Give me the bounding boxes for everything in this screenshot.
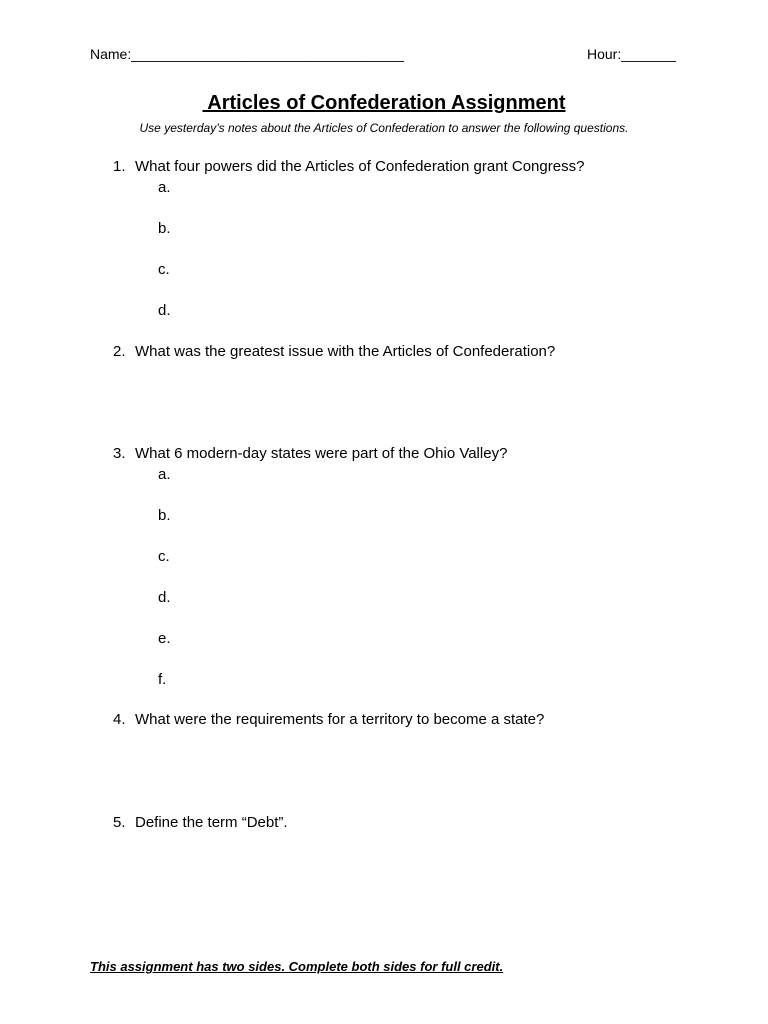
question-number: 2. [113, 343, 126, 360]
question-number: 4. [113, 711, 126, 728]
hour-field: Hour:_______ [587, 46, 676, 62]
footer-note: This assignment has two sides. Complete both sides for full credit. [90, 959, 504, 974]
answer-label: c. [158, 548, 170, 565]
question-number: 5. [113, 814, 126, 831]
answer-label: b. [158, 507, 171, 524]
question-number: 1. [113, 158, 126, 175]
question-text: What 6 modern-day states were part of the Ohio Valley? [135, 445, 508, 462]
answer-label: a. [158, 179, 171, 196]
answer-label: d. [158, 589, 171, 606]
answer-label: c. [158, 261, 170, 278]
question-text: What was the greatest issue with the Articles of Confederation? [135, 343, 556, 360]
page-title: Articles of Confederation Assignment [202, 92, 566, 114]
instructions: Use yesterday’s notes about the Articles of Confederation to answer the following questions. [139, 121, 629, 135]
answer-label: a. [158, 466, 171, 483]
answer-label: b. [158, 220, 171, 237]
question-text: Define the term “Debt”. [135, 814, 288, 831]
name-field: Name:___________________________________ [90, 46, 404, 62]
answer-label: f. [158, 671, 167, 688]
answer-label: e. [158, 630, 171, 647]
question-text: What four powers did the Articles of Confederation grant Congress? [135, 158, 585, 175]
answer-label: d. [158, 302, 171, 319]
question-number: 3. [113, 445, 126, 462]
question-text: What were the requirements for a territory to become a state? [135, 711, 545, 728]
